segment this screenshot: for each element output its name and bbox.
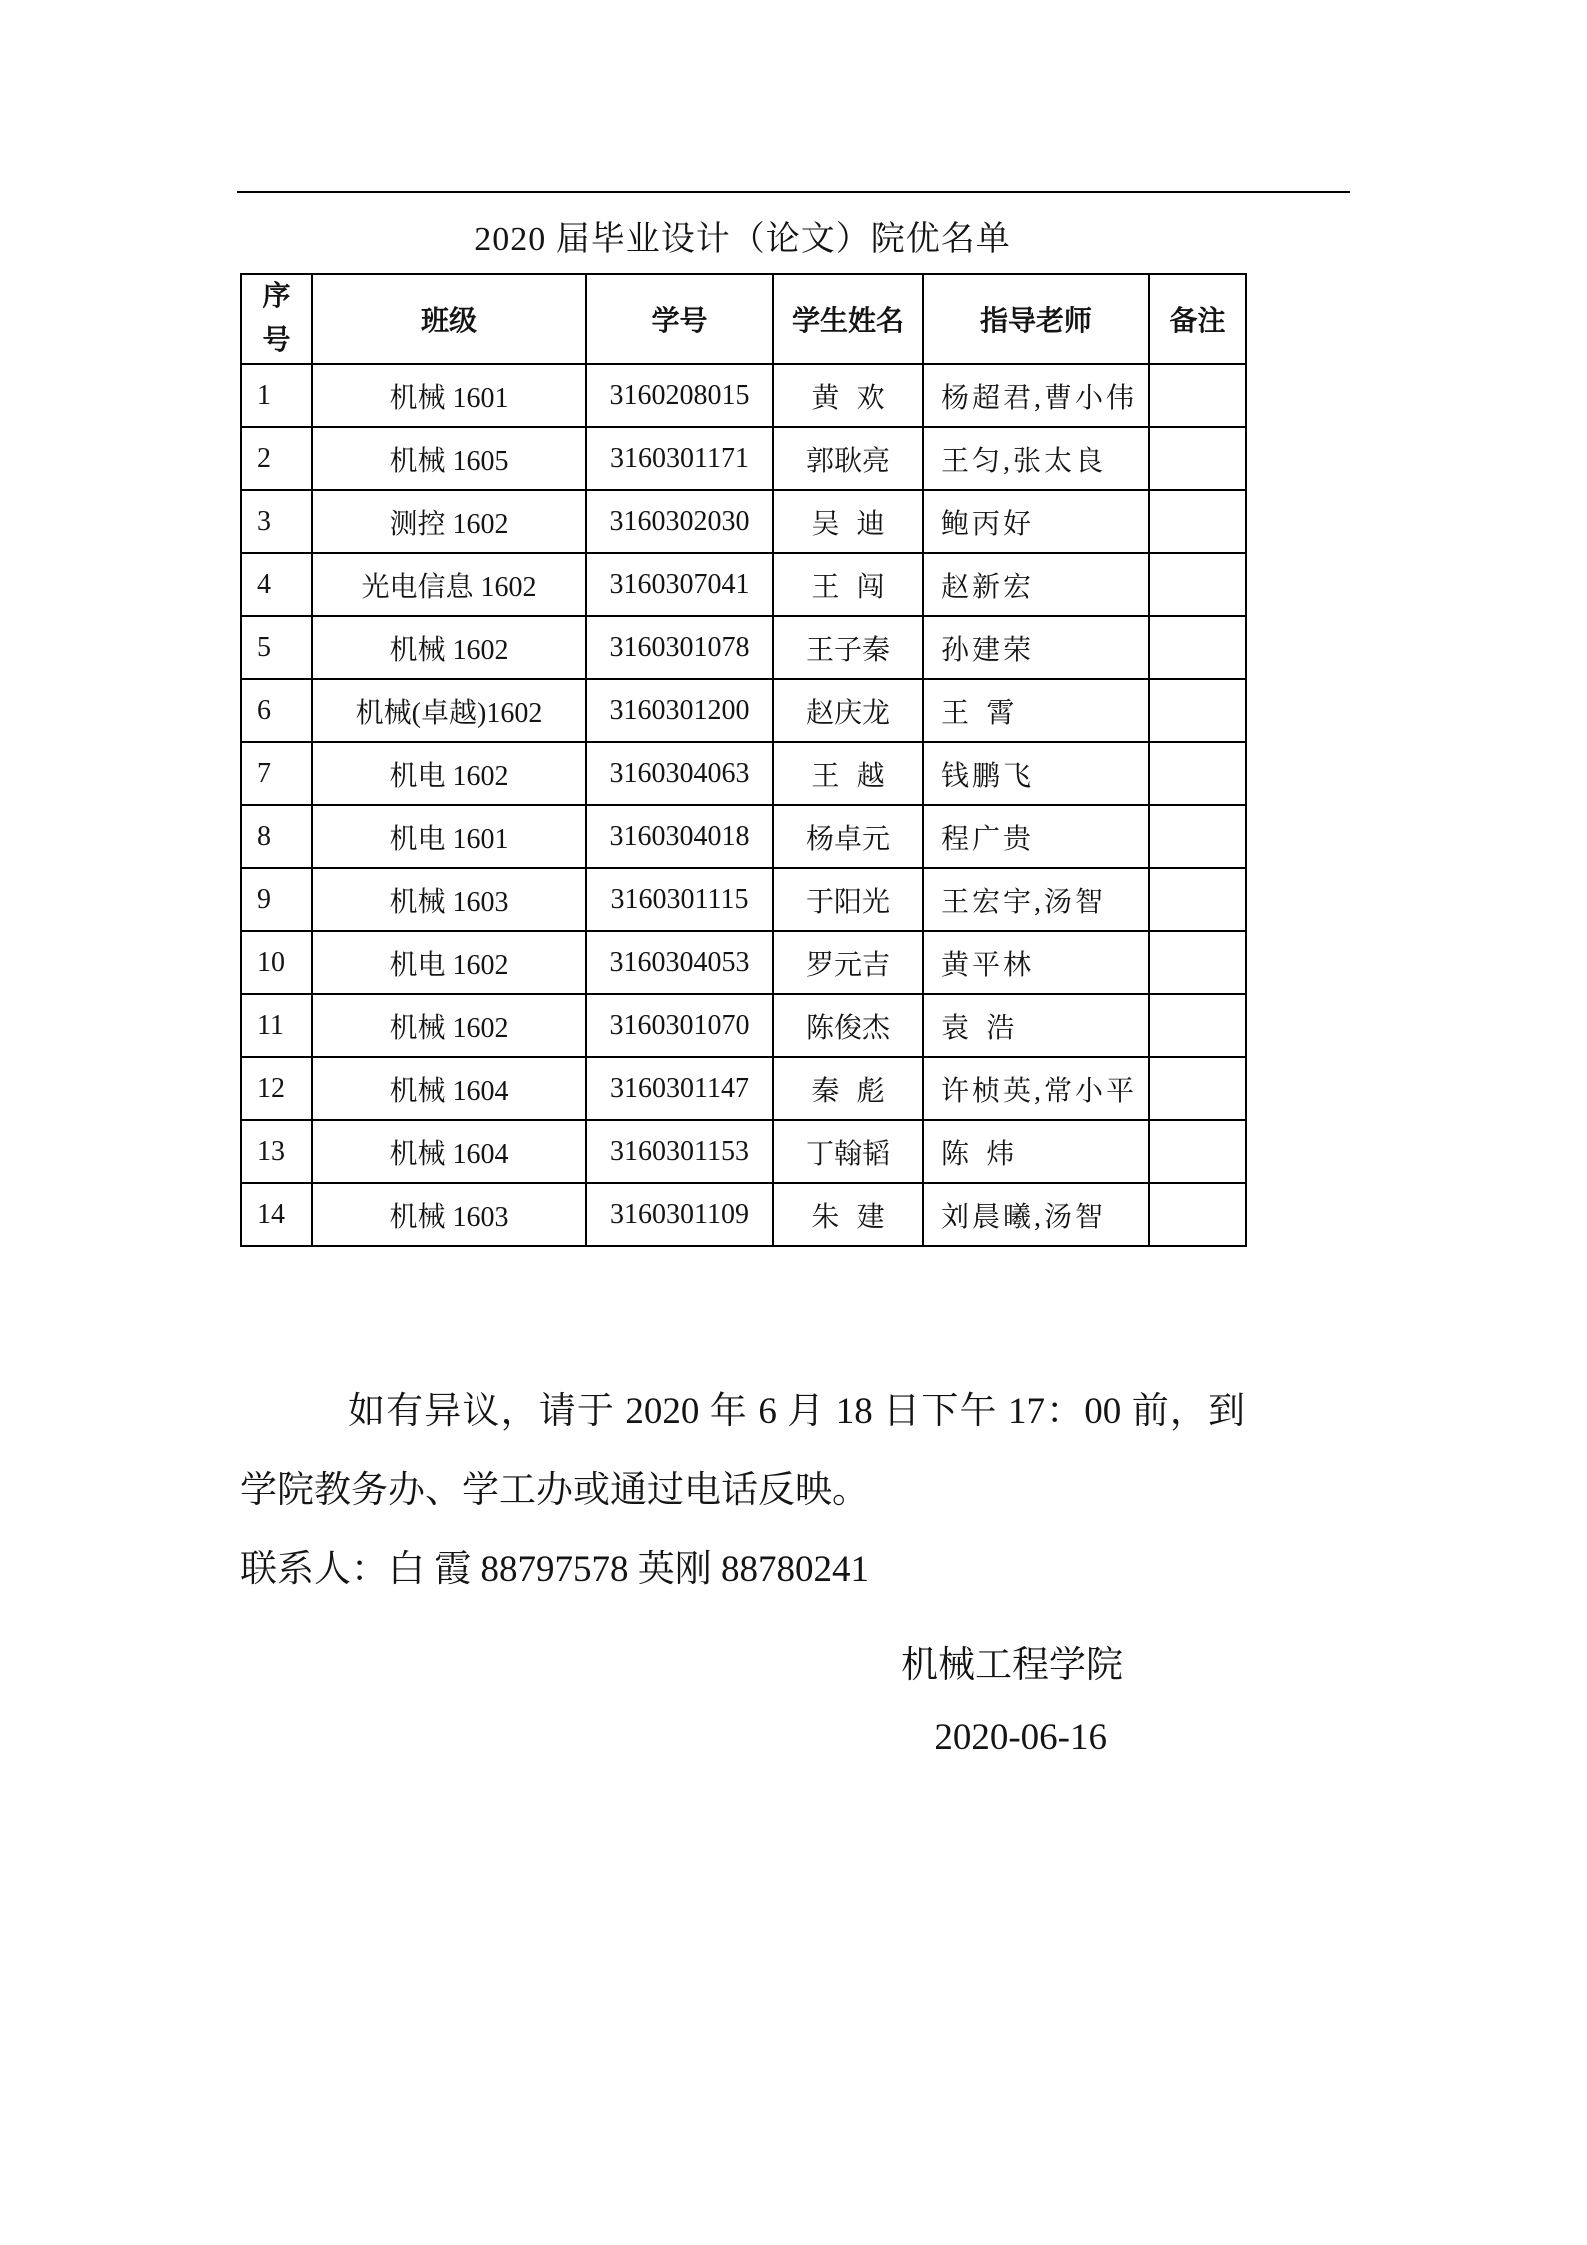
cell-text: 1 [257, 379, 271, 411]
table-row [241, 1183, 1246, 1246]
cell-student_id [586, 1057, 773, 1120]
cell-student_id [586, 364, 773, 427]
cell-text: 赵庆龙 [805, 697, 890, 729]
cell-name [773, 1183, 923, 1246]
cell-text: 机械 1603 [389, 886, 509, 918]
table-row [241, 553, 1246, 616]
cell-name [773, 427, 923, 490]
cell-text: 3160301070 [609, 1009, 750, 1041]
cell-no [241, 1057, 312, 1120]
cell-remark [1149, 1183, 1246, 1246]
cell-text: 刘晨曦,汤智 [941, 1201, 1107, 1233]
table-row [241, 364, 1246, 427]
cell-name [773, 679, 923, 742]
col-header-no: 序号 [241, 274, 312, 364]
cell-text: 机械 1604 [389, 1138, 509, 1170]
cell-no [241, 994, 312, 1057]
cell-text: 机械(卓越)1602 [355, 697, 543, 729]
cell-remark [1149, 679, 1246, 742]
cell-student_id [586, 1183, 773, 1246]
cell-advisor [923, 742, 1149, 805]
notice-line-1: 如有异议，请于 2020 年 6 月 18 日下午 17：00 前，到 [348, 1391, 1245, 1432]
cell-text: 杨卓元 [805, 823, 890, 855]
cell-class [312, 364, 586, 427]
cell-text: 3160301171 [610, 442, 749, 474]
cell-text: 3160304053 [609, 946, 750, 978]
cell-text: 机械 1602 [389, 634, 509, 666]
cell-text: 4 [257, 568, 271, 600]
cell-text: 9 [257, 883, 271, 915]
cell-text: 测控 1602 [389, 508, 509, 540]
cell-remark [1149, 553, 1246, 616]
cell-name [773, 1120, 923, 1183]
table-row [241, 994, 1246, 1057]
cell-class [312, 1057, 586, 1120]
cell-advisor [923, 1057, 1149, 1120]
cell-text: 机械 1602 [389, 1012, 509, 1044]
cell-class [312, 994, 586, 1057]
cell-text: 13 [257, 1135, 285, 1167]
header-row [241, 274, 1246, 364]
cell-name [773, 931, 923, 994]
cell-text: 14 [257, 1198, 285, 1230]
cell-student_id [586, 490, 773, 553]
cell-no [241, 931, 312, 994]
cell-text: 3160301109 [610, 1198, 749, 1230]
cell-student_id [586, 1120, 773, 1183]
contact-line: 联系人：白 霞 88797578 英刚 88780241 [240, 1549, 869, 1590]
header-rule [237, 191, 1350, 193]
cell-text: 3160301115 [610, 883, 749, 915]
cell-text: 机电 1601 [389, 823, 509, 855]
cell-text: 机械 1605 [389, 445, 509, 477]
cell-name [773, 364, 923, 427]
cell-text: 机械 1604 [389, 1075, 509, 1107]
cell-text: 朱建 [811, 1201, 903, 1233]
table-row [241, 427, 1246, 490]
cell-text: 王越 [811, 760, 903, 792]
awards-table [240, 273, 1247, 1247]
col-header-advisor: 指导老师 [923, 274, 1149, 364]
cell-text: 秦彪 [811, 1075, 903, 1107]
table-row [241, 931, 1246, 994]
cell-class [312, 427, 586, 490]
cell-remark [1149, 931, 1246, 994]
col-header-class: 班级 [312, 274, 586, 364]
cell-no [241, 742, 312, 805]
cell-text: 2 [257, 442, 271, 474]
cell-class [312, 679, 586, 742]
cell-text: 3160301153 [610, 1135, 749, 1167]
cell-text: 吴迪 [811, 508, 903, 540]
cell-class [312, 1183, 586, 1246]
cell-student_id [586, 553, 773, 616]
cell-student_id [586, 805, 773, 868]
table-row [241, 1057, 1246, 1120]
cell-text: 机电 1602 [389, 949, 509, 981]
cell-text: 陈炜 [941, 1138, 1032, 1170]
table-row [241, 616, 1246, 679]
cell-text: 7 [257, 757, 271, 789]
cell-remark [1149, 868, 1246, 931]
cell-student_id [586, 679, 773, 742]
cell-remark [1149, 427, 1246, 490]
cell-text: 6 [257, 694, 271, 726]
cell-text: 3160304063 [609, 757, 750, 789]
cell-text: 3160307041 [609, 568, 750, 600]
table-row [241, 868, 1246, 931]
cell-text: 12 [257, 1072, 285, 1104]
col-header-name: 学生姓名 [773, 274, 923, 364]
cell-name [773, 805, 923, 868]
table-header [241, 274, 1246, 364]
cell-remark [1149, 1120, 1246, 1183]
document-title: 2020 届毕业设计（论文）院优名单 [474, 221, 1011, 258]
cell-text: 袁浩 [941, 1012, 1032, 1044]
cell-text: 3 [257, 505, 271, 537]
table-body [241, 364, 1246, 1246]
cell-no [241, 1183, 312, 1246]
cell-text: 陈俊杰 [805, 1012, 890, 1044]
cell-advisor [923, 553, 1149, 616]
cell-name [773, 994, 923, 1057]
cell-text: 王匀,张太良 [941, 445, 1107, 477]
cell-name [773, 553, 923, 616]
cell-class [312, 553, 586, 616]
cell-student_id [586, 427, 773, 490]
col-header-id: 学号 [586, 274, 773, 364]
cell-name [773, 616, 923, 679]
cell-student_id [586, 931, 773, 994]
table-row [241, 679, 1246, 742]
table-row [241, 742, 1246, 805]
cell-text: 郭耿亮 [805, 445, 890, 477]
cell-no [241, 427, 312, 490]
cell-advisor [923, 868, 1149, 931]
cell-advisor [923, 679, 1149, 742]
cell-text: 3160302030 [609, 505, 750, 537]
table-row [241, 490, 1246, 553]
cell-advisor [923, 994, 1149, 1057]
cell-remark [1149, 616, 1246, 679]
cell-text: 3160301078 [609, 631, 750, 663]
cell-text: 3160208015 [609, 379, 750, 411]
cell-remark [1149, 742, 1246, 805]
cell-text: 机械 1603 [389, 1201, 509, 1233]
cell-student_id [586, 994, 773, 1057]
col-header-remark: 备注 [1149, 274, 1246, 364]
cell-no [241, 364, 312, 427]
cell-text: 钱鹏飞 [941, 760, 1035, 792]
cell-text: 丁翰韬 [805, 1138, 890, 1170]
cell-text: 10 [257, 946, 285, 978]
cell-class [312, 616, 586, 679]
cell-text: 王子秦 [805, 634, 890, 666]
cell-text: 光电信息 1602 [361, 571, 537, 603]
cell-class [312, 490, 586, 553]
cell-remark [1149, 805, 1246, 868]
cell-text: 11 [257, 1009, 284, 1041]
cell-class [312, 805, 586, 868]
cell-text: 3160304018 [609, 820, 750, 852]
table-row [241, 805, 1246, 868]
cell-remark [1149, 364, 1246, 427]
cell-no [241, 553, 312, 616]
cell-name [773, 868, 923, 931]
cell-text: 鲍丙好 [941, 508, 1035, 540]
signature-date: 2020-06-16 [934, 1717, 1107, 1758]
cell-advisor [923, 364, 1149, 427]
cell-no [241, 679, 312, 742]
cell-text: 王霄 [941, 697, 1032, 729]
table-row [241, 1120, 1246, 1183]
cell-text: 王闯 [811, 571, 903, 603]
cell-student_id [586, 742, 773, 805]
signature-department: 机械工程学院 [901, 1645, 1123, 1686]
cell-text: 8 [257, 820, 271, 852]
cell-class [312, 868, 586, 931]
cell-class [312, 931, 586, 994]
cell-student_id [586, 616, 773, 679]
cell-advisor [923, 490, 1149, 553]
cell-no [241, 868, 312, 931]
cell-name [773, 1057, 923, 1120]
cell-text: 杨超君,曹小伟 [941, 382, 1138, 414]
cell-no [241, 805, 312, 868]
cell-class [312, 742, 586, 805]
cell-text: 5 [257, 631, 271, 663]
cell-no [241, 616, 312, 679]
cell-name [773, 490, 923, 553]
cell-text: 赵新宏 [941, 571, 1035, 603]
cell-remark [1149, 1057, 1246, 1120]
cell-name [773, 742, 923, 805]
cell-text: 机械 1601 [389, 382, 509, 414]
cell-advisor [923, 805, 1149, 868]
cell-text: 程广贵 [941, 823, 1035, 855]
cell-no [241, 1120, 312, 1183]
cell-advisor [923, 931, 1149, 994]
cell-text: 王宏宇,汤智 [941, 886, 1107, 918]
cell-text: 黄欢 [811, 382, 903, 414]
notice-line-2: 学院教务办、学工办或通过电话反映。 [240, 1470, 869, 1511]
cell-text: 黄平林 [941, 949, 1035, 981]
cell-advisor [923, 616, 1149, 679]
cell-text: 许桢英,常小平 [941, 1075, 1138, 1107]
cell-remark [1149, 994, 1246, 1057]
cell-text: 3160301147 [610, 1072, 749, 1104]
cell-remark [1149, 490, 1246, 553]
cell-text: 3160301200 [609, 694, 750, 726]
cell-class [312, 1120, 586, 1183]
notice-block [240, 1372, 1245, 1609]
cell-text: 机电 1602 [389, 760, 509, 792]
cell-advisor [923, 427, 1149, 490]
cell-advisor [923, 1183, 1149, 1246]
cell-student_id [586, 868, 773, 931]
cell-advisor [923, 1120, 1149, 1183]
cell-text: 于阳光 [805, 886, 890, 918]
cell-text: 孙建荣 [941, 634, 1035, 666]
cell-text: 罗元吉 [805, 949, 890, 981]
cell-no [241, 490, 312, 553]
